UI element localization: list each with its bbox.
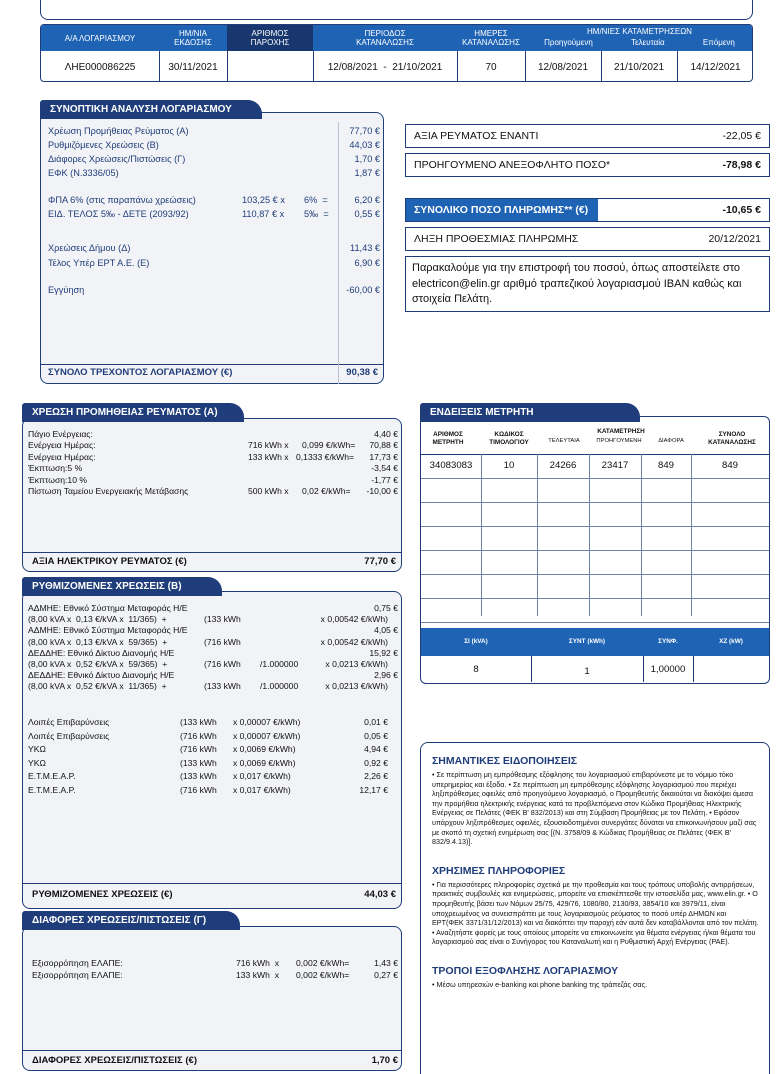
meter-col-diff: ΔΙΑΦΟΡΑ: [658, 438, 684, 444]
col-account-no-label: Α/Α ΛΟΓΑΡΙΑΣΜΟΥ: [64, 33, 136, 43]
next-reading-value: 14/12/2021: [690, 62, 741, 73]
useful-text: • Για περισσότερες πληροφορίες σχετικά με την προθεσμία και τους τρόπους υποβολής αντιρρήσεων, πρακτικές συμβουλές και ενημερώσεις, μπορείτε να επισκέπτεσθε την ιστοσελίδα μας, www.elin.gr. • Ο προμηθευτής βάσει των Νόμων 25/75, 429/76, 1080/80, 2130/93, 3854/10 και 3979/11, είναι υποχρεωμένος να συνεισπράττει με τους λογαριασμούς ρεύματος το ποσό υπέρ ΔΗΜΩΝ και ΕΡΤ(ΦΕΚ 3371/31/12/2013) και να διακόπτει την παροχή εάν αυτά δεν καταβάλλονται από τον πελάτη. • Αναζητήστε φορείς με τους οποίους μπορείτε να επικοινωνείτε για θέματα ενέργειας ή/και θέματα του λογαριασμού σας είναι ο Συνήγορος του Καταναλωτή και η Ρυθμιστική Αρχή Ενέργειας (ΡΑΕ).: [432, 879, 759, 947]
summary-total-label: ΣΥΝΟΛΟ ΤΡΕΧΟΝΤΟΣ ΛΟΓΑΡΙΑΣΜΟΥ (€): [48, 367, 233, 378]
regulated-total-value: 44,03 €: [364, 889, 396, 900]
summary-total-value: 90,38 €: [346, 367, 378, 378]
meter-last: 24266: [549, 460, 577, 471]
guarantee-row: [48, 285, 380, 295]
period-value: 12/08/2021 - 21/10/2021: [327, 62, 443, 73]
meter-synt-header: ΣΥΝΤ (kWh): [568, 638, 606, 645]
due-value: 20/12/2021: [708, 233, 761, 245]
col-period: [313, 25, 457, 51]
counter-value: -22,05 €: [722, 130, 761, 142]
meter-table: [421, 424, 769, 682]
supply-row: Έκπτωση:5 % -3,54 €: [28, 463, 398, 474]
meter-code: 10: [503, 460, 515, 471]
col-readings-label: ΗΜ/ΝΙΕΣ ΚΑΤΑΜΕΤΡΗΣΕΩΝ: [587, 27, 692, 36]
meter-number: 34083083: [429, 460, 473, 471]
regulated-item: Ε.Τ.Μ.Ε.Α.Ρ. (133 kWh x 0,017 €/kWh) 2,26 €: [28, 771, 388, 781]
regulated-group: ΔΕΔΔΗΕ: Εθνικό Δίκτυο Διανομής Η/Ε 2,96 € (8,00 kVA x 0,52 €/kVA x 11/365) + (133 kWh /1.000000 x 0,0213 €/kWh): [28, 670, 398, 692]
due-box: [405, 227, 770, 251]
ert-value: 6,90 €: [354, 258, 380, 268]
meter-grid-col-line: [641, 454, 642, 616]
col-supply-no-label: ΑΡΙΘΜΟΣ ΠΑΡΟΧΗΣ: [250, 29, 290, 47]
vat-row: [48, 193, 380, 221]
top-frame-edge: [40, 0, 753, 20]
meter-col-code: ΚΩΔΙΚΟΣ ΤΙΜΟΛΟΓΙΟΥ: [489, 431, 529, 446]
fee-base: 110,87 € x: [242, 209, 285, 219]
meter-grid-row-line: [421, 598, 769, 599]
sub-next: Επόμενη: [702, 38, 735, 47]
regulated-groups: [28, 603, 398, 693]
meter-grid-row-line: [421, 478, 769, 479]
previous-box: [405, 153, 770, 177]
meter-diff: 849: [657, 460, 674, 471]
guarantee-value: -60,00 €: [346, 285, 380, 295]
meter-synf-header: ΣΥΝΦ.: [658, 638, 678, 645]
fee-value: 0,55 €: [354, 209, 380, 219]
supply-total-value: 77,70 €: [364, 556, 396, 567]
summary-total: [48, 367, 378, 378]
regulated-item: Λοιπές Επιβαρύνσεις (133 kWh x 0,00007 €/kWh) 0,01 €: [28, 717, 388, 727]
misc-title: ΔΙΑΦΟΡΕΣ ΧΡΕΩΣΕΙΣ/ΠΙΣΤΩΣΕΙΣ (Γ): [22, 911, 240, 930]
misc-total: [32, 1055, 398, 1066]
summary-row: Διάφορες Χρεώσεις/Πιστώσεις (Γ) 1,70 €: [48, 154, 380, 164]
last-reading-value: 21/10/2021: [613, 62, 665, 73]
previous-label: ΠΡΟΗΓΟΥΜΕΝΟ ΑΝΕΞΟΦΛΗΤΟ ΠΟΣΟ*: [414, 159, 611, 171]
supply-row: Έκπτωση:10 % -1,77 €: [28, 474, 398, 485]
fee-rate: 5‰ =: [304, 209, 329, 219]
col-supply-no: [227, 25, 313, 51]
issue-date-value: 30/11/2021: [168, 62, 218, 73]
supply-row: Ενέργεια Ημέρας: 716 kWh x 0,099 €/kWh= 70,88 €: [28, 440, 398, 451]
meter-grid-row-line: [421, 550, 769, 551]
meter-synt-value: 1: [584, 666, 590, 677]
meter-grid-row-line: [421, 502, 769, 503]
regulated-item: ΥΚΩ (716 kWh x 0,0069 €/kWh) 4,94 €: [28, 744, 388, 754]
summary-rows: [48, 124, 380, 180]
meter-grid-col-line: [537, 454, 538, 616]
total-payment-value: -10,65 €: [722, 204, 761, 216]
meter-title: ΕΝΔΕΙΞΕΙΣ ΜΕΤΡΗΤΗ: [420, 403, 640, 422]
refund-message: Παρακαλούμε για την επιστροφή του ποσού, όπως αποστείλετε στο electricon@elin.gr αριθμό τραπεζικού λογαριασμού IBAN καθώς και στοιχεία Πελάτη.: [405, 256, 770, 312]
regulated-item: Ε.Τ.Μ.Ε.Α.Ρ. (716 kWh x 0,017 €/kWh) 12,17 €: [28, 784, 388, 795]
ert-label: Τέλος Υπέρ ΕΡΤ Α.Ε. (Ε): [48, 258, 150, 268]
meter-row: [421, 460, 769, 474]
prev-reading-value: 12/08/2021: [537, 62, 589, 73]
supply-row: Ενέργεια Ημέρας: 133 kWh x 0,1333 €/kWh= 17,73 €: [28, 451, 398, 462]
previous-value: -78,98 €: [722, 159, 761, 171]
summary-row: Χρέωση Προμήθειας Ρεύματος (Α) 77,70 €: [48, 126, 380, 136]
misc-total-label: ΔΙΑΦΟΡΕΣ ΧΡΕΩΣΕΙΣ/ΠΙΣΤΩΣΕΙΣ (€): [32, 1055, 197, 1066]
supply-total: [32, 556, 396, 567]
summary-row: Ρυθμιζόμενες Χρεώσεις (Β) 44,03 €: [48, 140, 380, 150]
meter-col-meter: ΑΡΙΘΜΟΣ ΜΕΤΡΗΤΗ: [432, 431, 464, 446]
meter-col-measure: ΚΑΤΑΜΕΤΡΗΣΗ: [597, 428, 645, 435]
vat-rate: 6% =: [304, 195, 328, 205]
total-payment-box: [405, 198, 770, 222]
regulated-total-label: ΡΥΘΜΙΖΟΜΕΝΕΣ ΧΡΕΩΣΕΙΣ (€): [32, 889, 173, 900]
meter-xz-header: ΧΖ (kW): [719, 638, 743, 645]
meter-grid-col-line: [589, 454, 590, 616]
meter-grid-row-line: [421, 574, 769, 575]
vat-value: 6,20 €: [354, 195, 380, 205]
supply-rows: [28, 429, 398, 497]
regulated-group: ΑΔΜΗΕ: Εθνικό Σύστημα Μεταφοράς Η/Ε 0,75 € (8,00 kVA x 0,13 €/kVA x 11/365) + (133 kWh x 0,00542 €/kWh): [28, 603, 398, 625]
regulated-total: [32, 889, 396, 900]
sub-last: Τελευταία: [631, 38, 665, 47]
useful-title: ΧΡΗΣΙΜΕΣ ΠΛΗΡΟΦΟΡΙΕΣ: [432, 864, 566, 877]
col-issue-date: [159, 25, 227, 51]
meter-col-total: ΣΥΝΟΛΟ ΚΑΤΑΝΑΛΩΣΗΣ: [708, 431, 756, 446]
misc-rows: [32, 957, 398, 981]
regulated-item: Λοιπές Επιβαρύνσεις (716 kWh x 0,00007 €/kWh) 0,05 €: [28, 730, 388, 741]
regulated-group: ΔΕΔΔΗΕ: Εθνικό Δίκτυο Διανομής Η/Ε 15,92 € (8,00 kVA x 0,52 €/kVA x 59/365) + (716 kWh /1.000000 x 0,0213 €/kWh): [28, 647, 398, 669]
meter-grid-col-line: [691, 454, 692, 616]
meter-total: 849: [721, 460, 738, 471]
account-no-value: ΛΗΕ000086225: [64, 62, 136, 73]
notices-title: ΣΗΜΑΝΤΙΚΕΣ ΕΙΔΟΠΟΙΗΣΕΙΣ: [432, 755, 578, 767]
misc-row: Εξισορρόπηση ΕΛΑΠΕ: 133 kWh x 0,002 €/kWh= 0,27 €: [32, 970, 398, 980]
meter-synf-value: 1,00000: [650, 664, 686, 675]
sub-previous: Προηγούμενη: [544, 38, 593, 47]
meter-col-prev: ΠΡΟΗΓΟΥΜΕΝΗ: [596, 438, 642, 444]
meter-si-header: ΣΙ (kVA): [464, 638, 488, 645]
meter-grid-col-line: [481, 454, 482, 616]
supply-title: ΧΡΕΩΣΗ ΠΡΟΜΗΘΕΙΑΣ ΡΕΥΜΑΤΟΣ (Α): [22, 403, 244, 422]
municipal-label: Χρεώσεις Δήμου (Δ): [48, 243, 131, 253]
fee-label: ΕΙΔ. ΤΕΛΟΣ 5‰ - ΔΕΤΕ (2093/92): [48, 209, 189, 219]
supply-row: Πίστωση Ταμείου Ενεργειακής Μετάβασης 500 kWh x 0,02 €/kWh= -10,00 €: [28, 485, 398, 496]
vat-label: ΦΠΑ 6% (στις παραπάνω χρεώσεις): [48, 195, 196, 205]
regulated-item: ΥΚΩ (133 kWh x 0,0069 €/kWh) 0,92 €: [28, 757, 388, 768]
misc-row: Εξισορρόπηση ΕΛΑΠΕ: 716 kWh x 0,002 €/kWh= 1,43 €: [32, 958, 398, 968]
regulated-group: ΑΔΜΗΕ: Εθνικό Σύστημα Μεταφοράς Η/Ε 4,05 € (8,00 kVA x 0,13 €/kVA x 59/365) + (716 kWh x 0,00542 €/kWh): [28, 625, 398, 647]
vat-base: 103,25 € x: [242, 195, 285, 205]
municipal-value: 11,43 €: [350, 243, 380, 253]
col-days-label: ΗΜΕΡΕΣ ΚΑΤΑΝΑΛΩΣΗΣ: [462, 29, 520, 47]
col-issue-date-label: ΗΜ/ΝΙΑ ΕΚΔΟΣΗΣ: [174, 29, 212, 47]
meter-si-value: 8: [473, 664, 479, 675]
col-days: [457, 25, 525, 51]
supply-row: Πάγιο Ενέργειας: 4,40 €: [28, 429, 398, 439]
misc-total-value: 1,70 €: [371, 1055, 398, 1066]
col-readings: [525, 25, 753, 51]
col-period-label: ΠΕΡΙΟΔΟΣ ΚΑΤΑΝΑΛΩΣΗΣ: [356, 29, 414, 47]
meter-col-last: ΤΕΛΕΥΤΑΙΑ: [548, 438, 580, 444]
regulated-title: ΡΥΘΜΙΖΟΜΕΝΕΣ ΧΡΕΩΣΕΙΣ (Β): [22, 577, 222, 596]
meter-grid-row-line: [421, 622, 769, 623]
payment-methods-text: • Μέσω υπηρεσιών e-banking και phone banking της τράπεζάς σας.: [432, 979, 648, 989]
summary-row: ΕΦΚ (Ν.3336/05) 1,87 €: [48, 168, 380, 178]
col-account-no: [41, 25, 159, 51]
counter-box: [405, 124, 770, 148]
summary-title: ΣΥΝΟΠΤΙΚΗ ΑΝΑΛΥΣΗ ΛΟΓΑΡΙΑΣΜΟΥ: [40, 100, 262, 119]
municipal-rows: [48, 241, 380, 271]
supply-total-label: ΑΞΙΑ ΗΛΕΚΤΡΙΚΟΥ ΡΕΥΜΑΤΟΣ (€): [32, 556, 187, 567]
days-value: 70: [485, 62, 497, 73]
regulated-items: [28, 716, 398, 797]
meter-grid-row-line: [421, 526, 769, 527]
guarantee-label: Εγγύηση: [48, 285, 85, 295]
total-payment-label: ΣΥΝΟΛΙΚΟ ΠΟΣΟ ΠΛΗΡΩΜΗΣ** (€): [406, 199, 598, 221]
notices-panel: [420, 742, 770, 1074]
due-label: ΛΗΞΗ ΠΡΟΘΕΣΜΙΑΣ ΠΛΗΡΩΜΗΣ: [414, 233, 579, 245]
notices-text: • Σε περίπτωση μη εμπρόθεσμης εξόφλησης του λογαριασμού επιβαρύνεστε με το νόμιμο τόκο υπερημερίας και έξοδα. • Σε περίπτωση μη εμπρόθεσμης εξόφλησης λογαριασμού που περιέχει ληξιπρόθεσμες οφειλές από προηγούμενο λογαριασμό, ο Προμηθευτής δικαιούται να διακόψει άμεσα την προμήθεια ηλεκτρικής ενέργειας κατά τα προβλεπόμενα στον Κώδικα Προμήθειας Ηλεκτρικής Ενέργειας σε Πελάτες (ΦΕΚ Β' 832/2013) και στη Σύμβαση Προμήθειας με τον Πελάτη. • Εφόσον υπάρχουν ληξιπρόθεσμες οφειλές, εξουσιοδοτημένοι συνεργάτες δύναται να επικοινωνήσουν μαζί σας με σκοπό τη σχετική ενημέρωση σας [(Ν. 3758/09 & Κώδικας Προμήθειας σε Πελάτες (ΦΕΚ Β' 832/9.4.13)].: [432, 770, 757, 847]
counter-label: ΑΞΙΑ ΡΕΥΜΑΤΟΣ ΕΝΑΝΤΙ: [414, 130, 539, 142]
meter-prev: 23417: [601, 460, 629, 471]
payment-methods-title: ΤΡΟΠΟΙ ΕΞΟΦΛΗΣΗΣ ΛΟΓΑΡΙΑΣΜΟΥ: [432, 964, 619, 977]
account-header-table: [40, 24, 753, 82]
